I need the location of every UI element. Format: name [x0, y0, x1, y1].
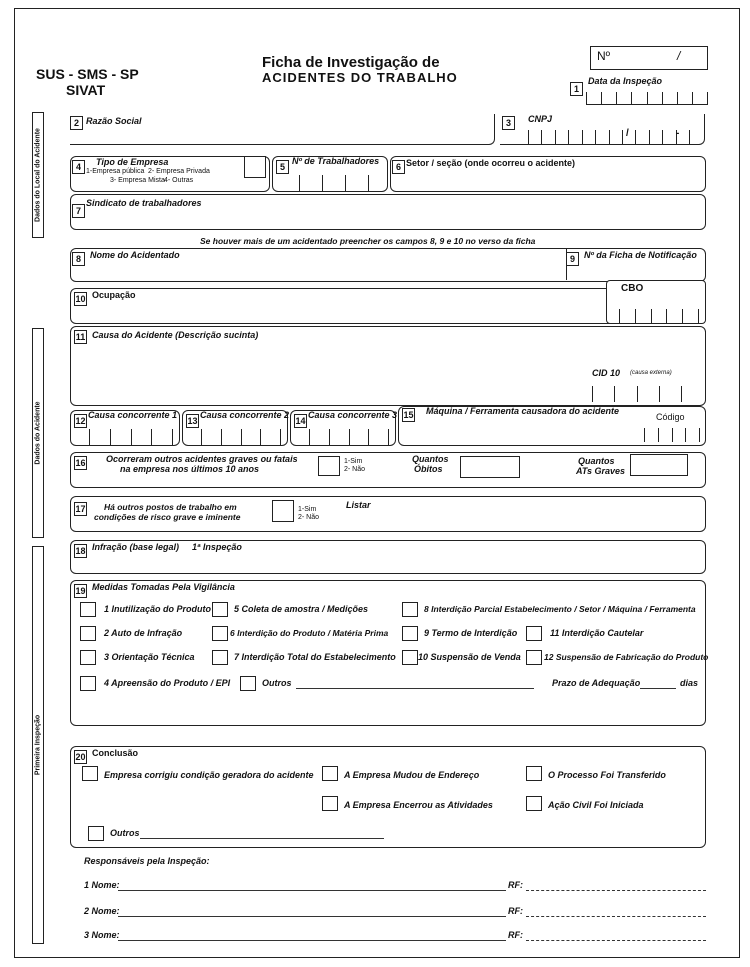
field-9-number: 9 — [566, 252, 579, 266]
conclusion-other-input[interactable] — [140, 838, 384, 839]
measure-5-checkbox[interactable] — [212, 602, 228, 617]
deadline-label: Prazo de Adequação — [552, 678, 641, 688]
measure-7-checkbox[interactable] — [212, 650, 228, 665]
cause-description-label: Causa do Acidente (Descrição sucinta) — [92, 330, 259, 340]
previous-accidents-answer[interactable] — [318, 456, 340, 476]
conclusion-label: Conclusão — [92, 748, 139, 758]
field-2-number: 2 — [70, 116, 83, 130]
conclusion-3-label: O Processo Foi Transferido — [548, 770, 666, 780]
deadline-input[interactable] — [640, 688, 676, 689]
serious-label-2: ATs Graves — [576, 466, 626, 476]
inspection-date-label: Data da Inspeção — [588, 76, 663, 86]
workers-count-label: Nº de Trabalhadores — [292, 156, 380, 166]
measure-4-label: 4 Apreensão do Produto / EPI — [104, 678, 231, 688]
measure-6-checkbox[interactable] — [212, 626, 228, 641]
measure-10-checkbox[interactable] — [402, 650, 418, 665]
company-type-label: Tipo de Empresa — [96, 157, 169, 167]
company-type-opt4: 4- Outras — [164, 177, 194, 184]
other-risk-q1: Há outros postos de trabalho em — [104, 502, 237, 512]
field-8-number: 8 — [72, 252, 85, 266]
company-type-opt1: 1-Empresa pública — [86, 168, 145, 175]
measure-3-checkbox[interactable] — [80, 650, 96, 665]
measure-11-checkbox[interactable] — [526, 626, 542, 641]
measure-6-label: 6 Interdição do Produto / Matéria Prima — [230, 628, 389, 638]
measure-11-label: 11 Interdição Cautelar — [550, 628, 644, 638]
measure-8-checkbox[interactable] — [402, 602, 418, 617]
side-label-inspecao: Primeira Inspeção — [32, 546, 44, 944]
cnpj-label: CNPJ — [528, 114, 553, 124]
field-16-number: 16 — [75, 458, 86, 468]
field-19-number: 19 — [75, 586, 86, 596]
conclusion-other-checkbox[interactable] — [88, 826, 104, 841]
conclusion-2-checkbox[interactable] — [322, 766, 338, 781]
list-label: Listar — [346, 500, 371, 510]
cid-input[interactable] — [592, 386, 682, 402]
machine-code-label: Código — [656, 412, 685, 422]
cbo-input[interactable] — [606, 280, 706, 324]
field-17-number: 17 — [75, 504, 86, 514]
conclusion-group — [70, 746, 706, 848]
conclusion-4-label: A Empresa Encerrou as Atividades — [344, 800, 493, 810]
field-18-number: 18 — [75, 546, 86, 556]
machine-code-input[interactable] — [644, 428, 700, 442]
victim-name-label: Nome do Acidentado — [90, 250, 180, 260]
inspectors-title: Responsáveis pela Inspeção: — [84, 856, 210, 866]
inspector-3-label: 3 Nome: — [84, 930, 120, 940]
inspector-3-rf-label: RF: — [508, 930, 523, 940]
other-risk-q2: condições de risco grave e iminente — [94, 512, 241, 522]
infraction-label: Infração (base legal) — [92, 542, 180, 552]
conclusion-other-label: Outros — [110, 828, 140, 838]
inspector-2-rf-input[interactable] — [526, 916, 706, 917]
deaths-count-input[interactable] — [460, 456, 520, 478]
other-risk-yes: 1-Sim — [298, 506, 317, 513]
concurrent-cause-3-label: Causa concorrente 3 — [308, 410, 398, 420]
org-label: SUS - SMS - SP — [36, 66, 139, 82]
inspector-3-name-input[interactable] — [118, 940, 506, 941]
company-type-opt3: 3- Empresa Mista — [110, 177, 165, 184]
field-20-number: 20 — [75, 752, 86, 762]
measures-label: Medidas Tomadas Pela Vigilância — [92, 582, 235, 592]
field-3-number: 3 — [502, 116, 515, 130]
conclusion-2-label: A Empresa Mudou de Endereço — [344, 770, 480, 780]
field-13-number: 13 — [187, 416, 198, 426]
conclusion-5-label: Ação Civil Foi Iniciada — [548, 800, 644, 810]
machine-tool-label: Máquina / Ferramenta causadora do acidente — [426, 406, 620, 416]
form-number-box[interactable] — [590, 46, 708, 70]
field-11-number: 11 — [75, 332, 86, 342]
company-type-opt2: 2- Empresa Privada — [148, 168, 210, 175]
measure-other-label: Outros — [262, 678, 292, 688]
notification-number-label: Nº da Ficha de Notificação — [584, 250, 697, 260]
measure-10-label: 10 Suspensão de Venda — [418, 652, 521, 662]
side-label-acidente: Dados do Acidente — [32, 328, 44, 538]
inspection-date-input[interactable] — [586, 88, 708, 105]
inspector-1-name-input[interactable] — [118, 890, 506, 891]
measure-2-label: 2 Auto de Infração — [104, 628, 183, 638]
field-14-number: 14 — [295, 416, 306, 426]
field-1-number: 1 — [570, 82, 583, 96]
form-title-line1: Ficha de Investigação de — [262, 54, 440, 71]
inspector-1-rf-label: RF: — [508, 880, 523, 890]
measure-9-checkbox[interactable] — [402, 626, 418, 641]
conclusion-1-label: Empresa corrigiu condição geradora do acidente — [104, 770, 314, 780]
cnpj-input[interactable]: / - — [500, 114, 705, 145]
field-10-number: 10 — [75, 294, 86, 304]
previous-accidents-q2: na empresa nos últimos 10 anos — [120, 464, 260, 474]
number-label: Nº — [597, 49, 611, 63]
other-risk-answer[interactable] — [272, 500, 294, 522]
field-12-number: 12 — [75, 416, 86, 426]
field-7-number: 7 — [72, 204, 85, 218]
field-4-number: 4 — [72, 160, 85, 174]
field-15-number: 15 — [403, 410, 414, 420]
measure-5-label: 5 Coleta de amostra / Medições — [234, 604, 369, 614]
measure-9-label: 9 Termo de Interdição — [424, 628, 518, 638]
cid-label: CID 10 — [592, 368, 621, 378]
inspector-1-label: 1 Nome: — [84, 880, 120, 890]
measure-other-input[interactable] — [296, 688, 534, 689]
inspector-2-name-input[interactable] — [118, 916, 506, 917]
measure-1-label: 1 Inutilização do Produto — [104, 604, 212, 614]
deaths-label-1: Quantos — [412, 454, 449, 464]
inspector-3-rf-input[interactable] — [526, 940, 706, 941]
other-risk-no: 2- Não — [298, 514, 320, 521]
inspector-1-rf-input[interactable] — [526, 890, 706, 891]
sector-label: Setor / seção (onde ocorreu o acidente) — [406, 158, 576, 168]
conclusion-1-checkbox[interactable] — [82, 766, 98, 781]
form-title-line2: ACIDENTES DO TRABALHO — [262, 70, 458, 85]
multiple-victims-note: Se houver mais de um acidentado preencher os campos 8, 9 e 10 no verso da ficha — [200, 236, 536, 246]
side-label-local: Dados do Local do Acidente — [32, 112, 44, 238]
measure-7-label: 7 Interdição Total do Estabelecimento — [234, 652, 396, 662]
previous-accidents-q1: Ocorreram outros acidentes graves ou fatais — [106, 454, 298, 464]
conclusion-5-checkbox[interactable] — [526, 796, 542, 811]
previous-accidents-no: 2- Não — [344, 466, 366, 473]
measure-4-checkbox[interactable] — [80, 676, 96, 691]
measure-8-label: 8 Interdição Parcial Estabelecimento / Setor / Máquina / Ferramenta — [424, 604, 696, 614]
deaths-label-2: Óbitos — [414, 464, 443, 474]
first-inspection-label: 1ª Inspeção — [192, 542, 242, 552]
concurrent-cause-1-label: Causa concorrente 1 — [88, 410, 178, 420]
inspector-2-label: 2 Nome: — [84, 906, 120, 916]
measure-1-checkbox[interactable] — [80, 602, 96, 617]
occupation-label: Ocupação — [92, 290, 136, 300]
concurrent-cause-2-label: Causa concorrente 2 — [200, 410, 290, 420]
cbo-label: CBO — [621, 283, 644, 294]
measure-other-checkbox[interactable] — [240, 676, 256, 691]
conclusion-3-checkbox[interactable] — [526, 766, 542, 781]
inspector-2-rf-label: RF: — [508, 906, 523, 916]
measure-12-label: 12 Suspensão de Fabricação do Produto — [544, 652, 709, 662]
number-separator: / — [677, 49, 681, 63]
measure-3-label: 3 Orientação Técnica — [104, 652, 195, 662]
measure-2-checkbox[interactable] — [80, 626, 96, 641]
days-label: dias — [680, 678, 699, 688]
union-label: Sindicato de trabalhadores — [86, 198, 202, 208]
previous-accidents-yes: 1-Sim — [344, 458, 363, 465]
serious-label-1: Quantos — [578, 456, 615, 466]
system-label: SIVAT — [66, 82, 106, 98]
cid-note: (causa externa) — [630, 370, 672, 376]
company-name-label: Razão Social — [86, 116, 142, 126]
conclusion-4-checkbox[interactable] — [322, 796, 338, 811]
measure-12-checkbox[interactable] — [526, 650, 542, 665]
serious-count-input[interactable] — [630, 454, 688, 476]
field-6-number: 6 — [392, 160, 405, 174]
company-type-input[interactable] — [244, 156, 266, 178]
field-5-number: 5 — [276, 160, 289, 174]
